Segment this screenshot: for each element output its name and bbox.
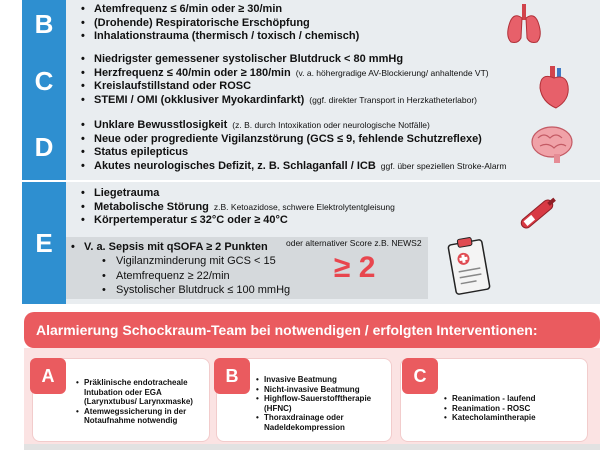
clipboard-icon — [444, 236, 494, 298]
letter-badge-d: D — [22, 114, 66, 180]
bottom-strip — [24, 444, 600, 450]
letter-badge-b: B — [22, 0, 66, 48]
list-item: • Unklare Bewusstlosigkeit (z. B. durch Intoxikation oder neurologische Notfälle) — [80, 119, 506, 133]
list-item: • Atemfrequenz ≤ 6/min oder ≥ 30/min — [80, 3, 359, 17]
sepsis-list — [102, 254, 290, 298]
intervention-letter-c: C — [402, 358, 438, 394]
sepsis-note: oder alternativer Score z.B. NEWS2 — [286, 238, 422, 248]
sepsis-title: • V. a. Sepsis mit qSOFA ≥ 2 Punkten — [70, 241, 268, 253]
list-item: • Herzfrequenz ≤ 40/min oder ≥ 180/min (v. a. höhergradige AV-Blockierung/ anhaltende VT) — [80, 67, 489, 81]
intervention-letter-b: B — [214, 358, 250, 394]
list-item: • Niedrigster gemessener systolischer Blutdruck < 80 mmHg — [80, 53, 489, 67]
brain-icon — [528, 124, 576, 164]
list-item: • Katecholamintherapie — [444, 413, 536, 423]
alarm-banner: Alarmierung Schockraum-Team bei notwendigen / erfolgten Interventionen: — [24, 312, 600, 348]
intervention-list-a — [76, 378, 193, 426]
list-item: • Thoraxdrainage oder — [256, 413, 371, 423]
list-item-continuation: Nadeldekompression — [264, 422, 345, 432]
criteria-list-b — [80, 3, 359, 44]
list-item: • Neue oder progrediente Vigilanzstörung (GCS ≤ 9, fehlende Schutzreflexe) — [80, 133, 506, 147]
intervention-list-b — [256, 375, 371, 432]
heart-icon — [534, 64, 574, 110]
intervention-list-c — [444, 394, 536, 423]
criteria-list-e — [80, 187, 395, 228]
list-item: • Metabolische Störung z.B. Ketoazidose, schwere Elektrolytentgleisung — [80, 201, 395, 215]
qsofa-threshold: ≥ 2 — [334, 251, 376, 284]
criteria-list-d — [80, 119, 506, 173]
lungs-icon — [502, 2, 546, 46]
thermometer-icon — [512, 192, 562, 236]
criteria-row-c — [22, 48, 600, 114]
letter-badge-e: E — [22, 182, 66, 304]
criteria-row-d — [22, 114, 600, 180]
list-item: • Liegetrauma — [80, 187, 395, 201]
list-item: • Vigilanzminderung mit GCS < 15 — [102, 254, 290, 269]
sepsis-box — [66, 237, 428, 299]
list-item: • Status epilepticus — [80, 146, 506, 160]
list-item-continuation: (HFNC) — [264, 403, 292, 413]
list-item: • Highflow-Sauerstofftherapie — [256, 394, 371, 404]
list-item-continuation: Intubation oder EGA — [84, 387, 162, 397]
list-item: • Systolischer Blutdruck ≤ 100 mmHg — [102, 283, 290, 298]
list-item: • Kreislaufstillstand oder ROSC — [80, 80, 489, 94]
list-item: • Reanimation - laufend — [444, 394, 536, 404]
intervention-letter-a: A — [30, 358, 66, 394]
list-item: • Atemfrequenz ≥ 22/min — [102, 269, 290, 284]
list-item: • Akutes neurologisches Defizit, z. B. Schlaganfall / ICB ggf. über speziellen Stroke-Alarm — [80, 160, 506, 174]
list-item: • Inhalationstrauma (thermisch / toxisch / chemisch) — [80, 30, 359, 44]
list-item: • Atemwegssicherung in der — [76, 407, 193, 417]
list-item: • Reanimation - ROSC — [444, 404, 536, 414]
list-item: • Invasive Beatmung — [256, 375, 371, 385]
list-item: • (Drohende) Respiratorische Erschöpfung — [80, 17, 359, 31]
list-item: • STEMI / OMI (okklusiver Myokardinfarkt) (ggf. direkter Transport in Herzkatheterlabor) — [80, 94, 489, 108]
list-item: • Präklinische endotracheale — [76, 378, 193, 388]
list-item-continuation: (Larynxtubus/ Larynxmaske) — [84, 397, 193, 406]
list-item: • Nicht-invasive Beatmung — [256, 385, 371, 395]
criteria-list-c — [80, 53, 489, 107]
list-item: • Körpertemperatur ≤ 32°C oder ≥ 40°C — [80, 214, 395, 228]
letter-badge-c: C — [22, 48, 66, 114]
list-item-continuation: Notaufnahme notwendig — [84, 416, 178, 425]
